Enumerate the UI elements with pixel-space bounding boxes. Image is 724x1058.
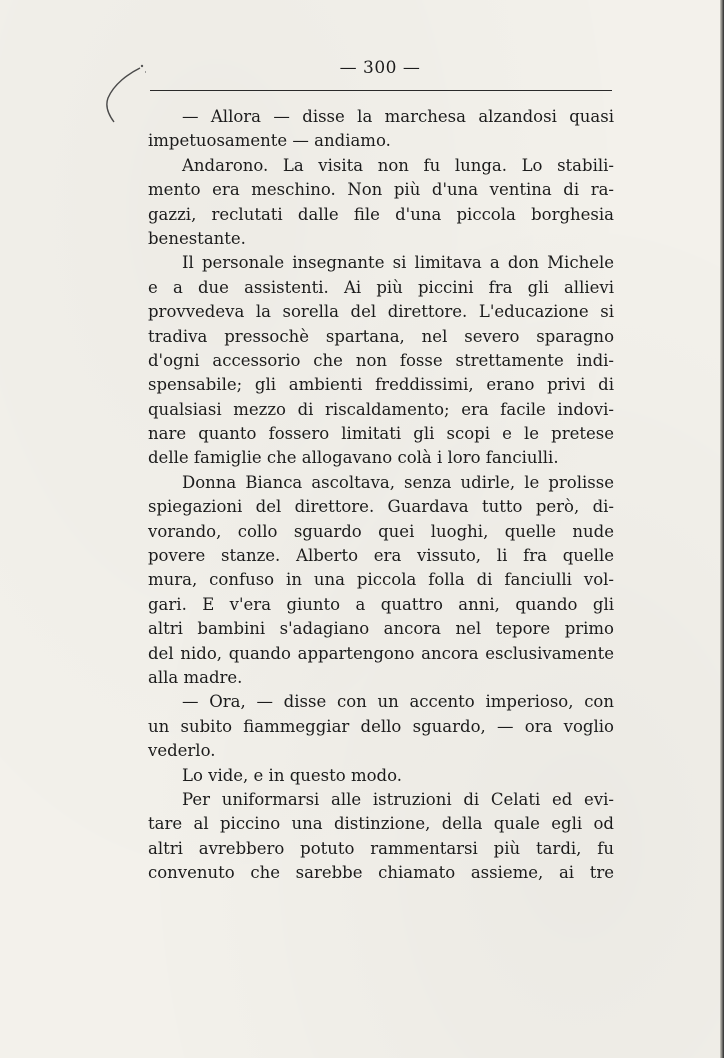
- text-line: un subito fiammeggiar dello sguardo, — ora voglio: [148, 716, 614, 736]
- text-line: nare quanto fossero limitati gli scopi e le pretese: [148, 424, 614, 444]
- text-line: — Ora, — disse con un accento imperioso, con: [182, 692, 614, 712]
- text-line: spiegazioni del direttore. Guardava tutto però, di-: [148, 497, 614, 517]
- text-line: provvedeva la sorella del direttore. L'educazione si: [148, 302, 614, 322]
- text-line: mura, confuso in una piccola folla di fanciulli vol-: [148, 570, 614, 590]
- page-edge: [720, 0, 724, 1058]
- text-line: gari. E v'era giunto a quattro anni, quando gli: [148, 594, 614, 614]
- text-line: povere stanze. Alberto era vissuto, li fra quelle: [148, 546, 614, 566]
- text-line: Lo vide, e in questo modo.: [182, 765, 402, 785]
- text-line: spensabile; gli ambienti freddissimi, erano privi di: [148, 375, 614, 395]
- body-text: [148, 105, 614, 886]
- text-line: mento era meschino. Non più d'una ventina di ra-: [148, 180, 614, 200]
- text-line: altri bambini s'adagiano ancora nel tepore primo: [148, 619, 614, 639]
- pencil-mark: [100, 62, 146, 124]
- text-line: del nido, quando appartengono ancora esclusivamente: [148, 643, 614, 663]
- page-number: — 300 —: [339, 58, 421, 78]
- text-line: tradiva pressochè spartana, nel severo sparagno: [148, 326, 614, 346]
- text-line: tare al piccino una distinzione, della quale egli od: [148, 814, 614, 834]
- text-line: vorando, collo sguardo quei luoghi, quelle nude: [148, 521, 614, 541]
- text-line: Per uniformarsi alle istruzioni di Celati ed evi-: [182, 789, 614, 809]
- text-line: — Allora — disse la marchesa alzandosi quasi: [182, 107, 614, 126]
- text-line: convenuto che sarebbe chiamato assieme, ai tre: [148, 863, 614, 883]
- text-line: e a due assistenti. Ai più piccini fra gli allievi: [148, 277, 614, 297]
- text-line: d'ogni accessorio che non fosse strettamente indi-: [148, 350, 614, 370]
- text-line: Andarono. La visita non fu lunga. Lo stabili-: [182, 155, 614, 175]
- text-line: gazzi, reclutati dalle file d'una piccola borghesia: [148, 204, 614, 224]
- text-line: qualsiasi mezzo di riscaldamento; era facile indovi-: [148, 399, 614, 419]
- text-line: delle famiglie che allogavano colà i loro fanciulli.: [148, 448, 559, 468]
- text-line: alla madre.: [148, 667, 243, 687]
- text-line: Donna Bianca ascoltava, senza udirle, le prolisse: [182, 472, 614, 492]
- text-line: benestante.: [148, 228, 246, 248]
- header-rule: [150, 90, 612, 91]
- text-line: Il personale insegnante si limitava a don Michele: [182, 253, 614, 273]
- text-line: vederlo.: [148, 741, 216, 761]
- text-line: altri avrebbero potuto rammentarsi più tardi, fu: [148, 838, 614, 858]
- text-line: impetuosamente — andiamo.: [148, 131, 391, 151]
